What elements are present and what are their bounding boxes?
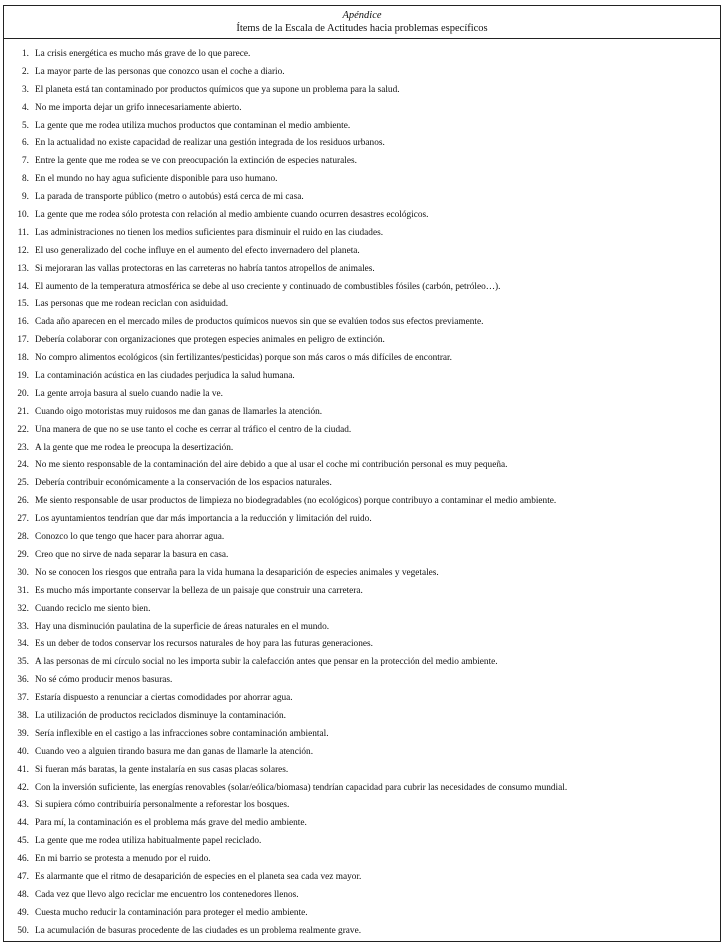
list-item xyxy=(4,726,720,744)
item-text: La parada de transporte público (metro o autobús) está cerca de mi casa. xyxy=(35,192,304,203)
list-item xyxy=(4,565,720,583)
item-number: 18. xyxy=(17,353,29,364)
table-header xyxy=(4,6,720,39)
list-item xyxy=(4,457,720,475)
list-item xyxy=(4,64,720,82)
table-title: Ítems de la Escala de Actitudes hacia problemas específicos xyxy=(236,23,488,34)
item-number: 11. xyxy=(17,227,29,238)
list-item xyxy=(4,690,720,708)
list-item xyxy=(4,404,720,422)
list-item xyxy=(4,762,720,780)
item-text: Estaría dispuesto a renunciar a ciertas comodidades por ahorrar agua. xyxy=(35,693,293,704)
list-item xyxy=(4,475,720,493)
item-text: Debería contribuir económicamente a la conservación de los espacios naturales. xyxy=(35,478,332,489)
item-text: La gente que me rodea utiliza habitualmente papel reciclado. xyxy=(35,836,262,847)
appendix-table xyxy=(3,5,721,942)
item-number: 3. xyxy=(22,84,29,95)
item-text: Si supiera cómo contribuiría personalmente a reforestar los bosques. xyxy=(35,800,290,811)
list-item xyxy=(4,493,720,511)
item-text: No sé cómo producir menos basuras. xyxy=(35,675,173,686)
item-text: Cuando reciclo me siento bien. xyxy=(35,603,151,614)
list-item xyxy=(4,601,720,619)
list-item xyxy=(4,619,720,637)
item-number: 36. xyxy=(17,675,29,686)
list-item xyxy=(4,207,720,225)
list-item xyxy=(4,314,720,332)
item-number: 30. xyxy=(17,567,29,578)
item-text: A la gente que me rodea le preocupa la desertización. xyxy=(35,442,234,453)
item-text: No me importa dejar un grifo innecesariamente abierto. xyxy=(35,102,242,113)
list-item xyxy=(4,547,720,565)
item-number: 47. xyxy=(17,871,29,882)
item-number: 22. xyxy=(17,424,29,435)
item-text: Creo que no sirve de nada separar la basura en casa. xyxy=(35,549,229,560)
item-text: La crisis energética es mucho más grave de lo que parece. xyxy=(35,49,251,59)
item-number: 35. xyxy=(17,657,29,668)
item-text: Para mí, la contaminación es el problema más grave del medio ambiente. xyxy=(35,818,307,829)
item-text: No me siento responsable de la contaminación del aire debido a que al usar el coche mi contribución personal es muy pequeña. xyxy=(35,460,508,471)
item-number: 49. xyxy=(17,907,29,918)
item-text: La gente arroja basura al suelo cuando nadie la ve. xyxy=(35,388,223,399)
item-text: Conozco lo que tengo que hacer para ahorrar agua. xyxy=(35,532,225,543)
item-number: 24. xyxy=(17,460,29,471)
item-number: 48. xyxy=(17,889,29,900)
list-item xyxy=(4,368,720,386)
item-number: 32. xyxy=(17,603,29,614)
item-number: 5. xyxy=(22,120,29,131)
item-text: Las administraciones no tienen los medios suficientes para disminuir el ruido en las ciudades. xyxy=(35,227,384,238)
item-text: Hay una disminución paulatina de la superficie de áreas naturales en el mundo. xyxy=(35,621,330,632)
item-text: El uso generalizado del coche influye en el aumento del efecto invernadero del planeta. xyxy=(35,245,360,256)
item-text: No compro alimentos ecológicos (sin fertilizantes/pesticidas) porque son más caros o más difíciles de encontrar. xyxy=(35,353,452,364)
list-item xyxy=(4,583,720,601)
item-number: 43. xyxy=(17,800,29,811)
item-number: 13. xyxy=(17,263,29,274)
item-text: El aumento de la temperatura atmosférica se debe al uso creciente y continuado de combustibles fósiles (carbón, petróleo…). xyxy=(35,281,501,292)
list-item xyxy=(4,744,720,762)
item-number: 39. xyxy=(17,728,29,739)
item-number: 44. xyxy=(17,818,29,829)
item-number: 6. xyxy=(22,138,29,149)
item-text: Cuando oigo motoristas muy ruidosos me dan ganas de llamarles la atención. xyxy=(35,406,323,417)
item-number: 10. xyxy=(17,210,29,221)
item-text: Es alarmante que el ritmo de desaparición de especies en el planeta sea cada vez mayor. xyxy=(35,871,362,882)
item-text: Es un deber de todos conservar los recursos naturales de hoy para las futuras generaciones. xyxy=(35,639,373,650)
list-item xyxy=(4,332,720,350)
item-number: 8. xyxy=(22,174,29,185)
list-item xyxy=(4,887,720,905)
item-text: Las personas que me rodean reciclan con asiduidad. xyxy=(35,299,229,310)
item-number: 34. xyxy=(17,639,29,650)
list-item xyxy=(4,279,720,297)
item-number: 45. xyxy=(17,836,29,847)
item-number: 21. xyxy=(17,406,29,417)
item-number: 4. xyxy=(22,102,29,113)
list-item xyxy=(4,440,720,458)
item-number: 15. xyxy=(17,299,29,310)
list-item xyxy=(4,797,720,815)
item-text: La contaminación acústica en las ciudades perjudica la salud humana. xyxy=(35,371,295,382)
item-number: 41. xyxy=(17,764,29,775)
item-text: Si fueran más baratas, la gente instalaría en sus casas placas solares. xyxy=(35,764,289,775)
item-text: La gente que me rodea utiliza muchos productos que contaminan el medio ambiente. xyxy=(35,120,351,131)
list-item xyxy=(4,672,720,690)
item-text: La gente que me rodea sólo protesta con relación al medio ambiente cuando ocurren desastres ecológicos. xyxy=(35,210,429,221)
list-item xyxy=(4,386,720,404)
item-number: 31. xyxy=(17,585,29,596)
item-text: La utilización de productos reciclados disminuye la contaminación. xyxy=(35,710,286,721)
list-item xyxy=(4,905,720,923)
item-number: 19. xyxy=(17,371,29,382)
item-number: 50. xyxy=(17,925,29,936)
item-text: Cada vez que llevo algo reciclar me encuentro los contenedores llenos. xyxy=(35,889,299,900)
item-number: 38. xyxy=(17,710,29,721)
item-number: 26. xyxy=(17,496,29,507)
item-text: No se conocen los riesgos que entraña para la vida humana la desaparición de especies animales y vegetales. xyxy=(35,567,439,578)
item-list xyxy=(4,39,720,941)
item-number: 33. xyxy=(17,621,29,632)
item-text: Es mucho más importante conservar la belleza de un paisaje que construir una carretera. xyxy=(35,585,363,596)
list-item xyxy=(4,261,720,279)
list-item xyxy=(4,422,720,440)
item-number: 1. xyxy=(22,49,29,59)
item-number: 20. xyxy=(17,388,29,399)
item-text: En el mundo no hay agua suficiente disponible para uso humano. xyxy=(35,174,278,185)
list-item xyxy=(4,923,720,941)
list-item xyxy=(4,654,720,672)
item-text: Cuando veo a alguien tirando basura me dan ganas de llamarle la atención. xyxy=(35,746,314,757)
item-text: Con la inversión suficiente, las energías renovables (solar/eólica/biomasa) tendrían capacidad para cubrir las necesidades de consumo mundial. xyxy=(35,782,568,793)
list-item xyxy=(4,46,720,64)
item-text: Entre la gente que me rodea se ve con preocupación la extinción de especies naturales. xyxy=(35,156,357,167)
list-item xyxy=(4,833,720,851)
item-text: La acumulación de basuras procedente de las ciudades es un problema realmente grave. xyxy=(35,925,362,936)
item-text: En la actualidad no existe capacidad de realizar una gestión integrada de los residuos urbanos. xyxy=(35,138,385,149)
item-text: La mayor parte de las personas que conozco usan el coche a diario. xyxy=(35,66,285,77)
item-number: 9. xyxy=(22,192,29,203)
item-text: A las personas de mi círculo social no les importa subir la calefacción antes que pensar en la protección del medio ambiente. xyxy=(35,657,498,668)
item-number: 12. xyxy=(17,245,29,256)
item-text: El planeta está tan contaminado por productos químicos que ya supone un problema para la salud. xyxy=(35,84,400,95)
item-text: Debería colaborar con organizaciones que protegen especies animales en peligro de extinción. xyxy=(35,335,385,346)
list-item xyxy=(4,815,720,833)
list-item xyxy=(4,636,720,654)
item-number: 25. xyxy=(17,478,29,489)
item-text: Si mejoraran las vallas protectoras en las carreteras no habría tantos atropellos de animales. xyxy=(35,263,375,274)
list-item xyxy=(4,118,720,136)
list-item xyxy=(4,153,720,171)
list-item xyxy=(4,511,720,529)
list-item xyxy=(4,350,720,368)
list-item xyxy=(4,529,720,547)
list-item xyxy=(4,171,720,189)
item-number: 46. xyxy=(17,854,29,865)
item-number: 23. xyxy=(17,442,29,453)
item-number: 27. xyxy=(17,514,29,525)
item-text: Sería inflexible en el castigo a las infracciones sobre contaminación ambiental. xyxy=(35,728,329,739)
list-item xyxy=(4,869,720,887)
item-number: 7. xyxy=(22,156,29,167)
list-item xyxy=(4,135,720,153)
list-item xyxy=(4,296,720,314)
list-item xyxy=(4,780,720,798)
list-item xyxy=(4,189,720,207)
list-item xyxy=(4,100,720,118)
item-text: Me siento responsable de usar productos de limpieza no biodegradables (no ecológicos) porque contribuyo a contaminar el medio ambiente. xyxy=(35,496,557,507)
appendix-label: Apéndice xyxy=(342,10,382,21)
item-text: En mi barrio se protesta a menudo por el ruido. xyxy=(35,854,211,865)
item-number: 40. xyxy=(17,746,29,757)
item-number: 37. xyxy=(17,693,29,704)
item-number: 2. xyxy=(22,66,29,77)
item-number: 17. xyxy=(17,335,29,346)
list-item xyxy=(4,225,720,243)
list-item xyxy=(4,708,720,726)
item-text: Una manera de que no se use tanto el coche es cerrar al tráfico el centro de la ciudad. xyxy=(35,424,352,435)
item-number: 29. xyxy=(17,549,29,560)
list-item xyxy=(4,851,720,869)
item-number: 28. xyxy=(17,532,29,543)
item-number: 14. xyxy=(17,281,29,292)
item-text: Los ayuntamientos tendrían que dar más importancia a la reducción y limitación del ruido. xyxy=(35,514,372,525)
item-text: Cuesta mucho reducir la contaminación para proteger el medio ambiente. xyxy=(35,907,308,918)
item-text: Cada año aparecen en el mercado miles de productos químicos nuevos sin que se evalúen todos sus efectos previamente. xyxy=(35,317,484,328)
item-number: 42. xyxy=(17,782,29,793)
list-item xyxy=(4,243,720,261)
item-number: 16. xyxy=(17,317,29,328)
list-item xyxy=(4,82,720,100)
